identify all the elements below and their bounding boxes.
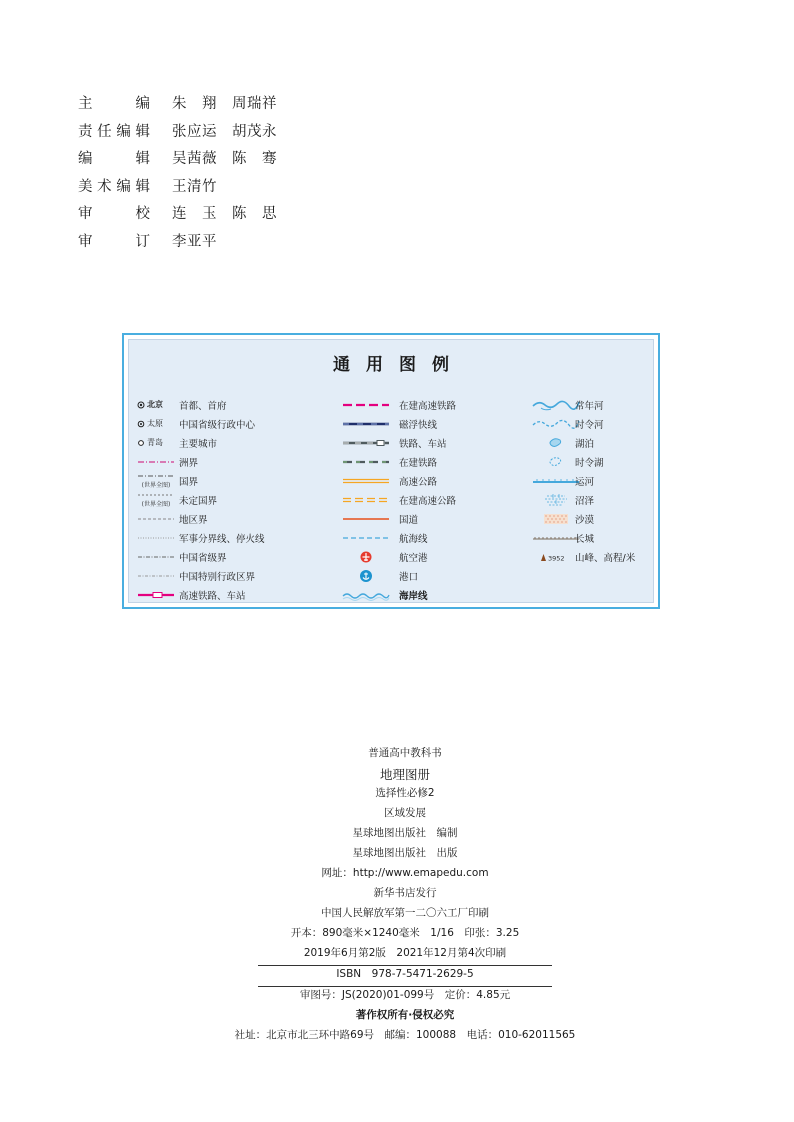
- book-printer: 中国人民解放军第一二〇六工厂印刷: [321, 907, 489, 919]
- national-road-line-icon: [341, 511, 391, 527]
- continent-boundary-line-icon: [137, 454, 175, 470]
- legend-label: 在建高速公路: [399, 496, 457, 507]
- credit-role: 审校: [78, 206, 150, 222]
- swamp-icon: [531, 492, 581, 508]
- legend-label: 山峰、高程/米: [575, 553, 636, 564]
- legend-label: 高速公路: [399, 477, 438, 488]
- book-edition: 2019年6月第2版 2021年12月第4次印刷: [303, 947, 507, 959]
- world-map-tag: (世界全图): [141, 501, 171, 508]
- maglev-line-icon: [341, 416, 391, 432]
- credit-name: 吴茜薇 陈 骞: [172, 151, 277, 167]
- military-line-icon: [137, 530, 175, 546]
- peak-elevation: 3952: [548, 554, 565, 563]
- legend-label: 未定国界: [179, 496, 218, 507]
- credit-role: 美术编辑: [78, 178, 150, 195]
- legend-label: 首都、首府: [179, 401, 227, 412]
- legend-label: 在建铁路: [399, 458, 438, 469]
- hsr-under-construction-line-icon: [341, 397, 391, 413]
- credit-name: 张应运 胡茂永: [172, 123, 277, 140]
- national-boundary-line-icon: [137, 473, 175, 489]
- legend-label: 港口: [399, 572, 419, 583]
- seasonal-river-icon: [531, 416, 581, 432]
- legend-label: 中国省级界: [179, 553, 227, 564]
- legend-label: 运河: [575, 477, 595, 488]
- legend-label: 在建高速铁路: [399, 401, 457, 412]
- legend-label: 军事分界线、停火线: [179, 534, 265, 545]
- coastline-icon: [341, 587, 391, 603]
- great-wall-icon: [531, 530, 581, 546]
- expressway-under-construction-line-icon: [341, 492, 391, 508]
- major-city-name: 青岛: [147, 438, 163, 447]
- legend-label: 长城: [575, 534, 595, 545]
- anchor-icon: [341, 568, 391, 584]
- shipping-route-line-icon: [341, 530, 391, 546]
- legend-label: 常年河: [575, 401, 604, 412]
- credit-role: 审订: [78, 233, 150, 250]
- book-website: 网址：http://www.emapedu.com: [321, 867, 489, 879]
- book-copyright: 著作权所有·侵权必究: [355, 1009, 455, 1021]
- credit-name: 朱 翔 周瑞祥: [172, 96, 277, 112]
- legend-label: 主要城市: [179, 439, 218, 450]
- credit-name: 李亚平: [172, 233, 217, 250]
- colophon-block: [230, 745, 580, 1047]
- legend-label: 磁浮快线: [399, 420, 438, 431]
- credit-role: 编辑: [78, 151, 150, 167]
- book-volume: 选择性必修2: [375, 787, 435, 799]
- book-series: 普通高中教科书: [368, 747, 442, 759]
- sar-boundary-line-icon: [137, 568, 175, 584]
- undefined-boundary-line-icon: [137, 492, 175, 508]
- book-format: 开本：890毫米×1240毫米 1/16 印张：3.25: [290, 927, 520, 939]
- credit-name: 连 玉 陈 思: [172, 206, 277, 222]
- legend-label: 国道: [399, 515, 419, 526]
- legend-label: 沼泽: [575, 496, 595, 507]
- book-editor: 星球地图出版社 编制: [352, 827, 458, 839]
- credit-name: 王清竹: [172, 178, 217, 195]
- book-distributor: 新华书店发行: [373, 887, 437, 899]
- canal-icon: [531, 473, 581, 489]
- capital-city-name: 北京: [147, 400, 163, 409]
- book-publisher: 星球地图出版社 出版: [352, 847, 458, 859]
- credit-role: 责任编辑: [78, 123, 150, 140]
- legend-label: 地区界: [179, 515, 208, 526]
- region-boundary-line-icon: [137, 511, 175, 527]
- railway-line-icon: [341, 435, 391, 451]
- publisher-address: 社址：北京市北三环中路69号 邮编：100088 电话：010-62011565: [234, 1029, 576, 1041]
- legend-label: 时令河: [575, 420, 604, 431]
- legend-label: 洲界: [179, 458, 199, 469]
- perennial-river-icon: [531, 397, 581, 413]
- legend-label: 湖泊: [575, 439, 595, 450]
- lake-icon: [531, 435, 581, 451]
- provincial-capital-name: 太原: [147, 419, 163, 428]
- desert-icon: [531, 511, 581, 527]
- book-subtitle: 区域发展: [384, 807, 426, 819]
- world-map-tag: (世界全图): [141, 482, 171, 489]
- provincial-boundary-line-icon: [137, 549, 175, 565]
- legend-label: 中国省级行政中心: [179, 420, 256, 431]
- mountain-peak-icon: [531, 549, 581, 565]
- map-legend-panel: [128, 339, 654, 603]
- legend-title: 通用图例: [333, 355, 465, 375]
- legend-label: 航空港: [399, 553, 428, 564]
- legend-label: 航海线: [399, 534, 428, 545]
- book-title: 地理图册: [379, 767, 430, 782]
- high-speed-rail-line-icon: [137, 587, 175, 603]
- book-review-price: 审图号：JS(2020)01-099号 定价：4.85元: [299, 989, 511, 1001]
- book-isbn: ISBN 978-7-5471-2629-5: [336, 968, 474, 980]
- credit-role: 主编: [78, 96, 150, 112]
- legend-label: 铁路、车站: [399, 439, 447, 450]
- railway-under-construction-line-icon: [341, 454, 391, 470]
- legend-label: 时令湖: [575, 458, 604, 469]
- expressway-line-icon: [341, 473, 391, 489]
- airport-icon: [341, 549, 391, 565]
- legend-label: 国界: [179, 477, 199, 488]
- legend-label: 高速铁路、车站: [179, 591, 246, 602]
- map-legend-box: [122, 333, 660, 609]
- legend-label: 海岸线: [399, 591, 428, 602]
- legend-label: 中国特别行政区界: [179, 572, 256, 583]
- legend-label: 沙漠: [575, 515, 595, 526]
- seasonal-lake-icon: [531, 454, 581, 470]
